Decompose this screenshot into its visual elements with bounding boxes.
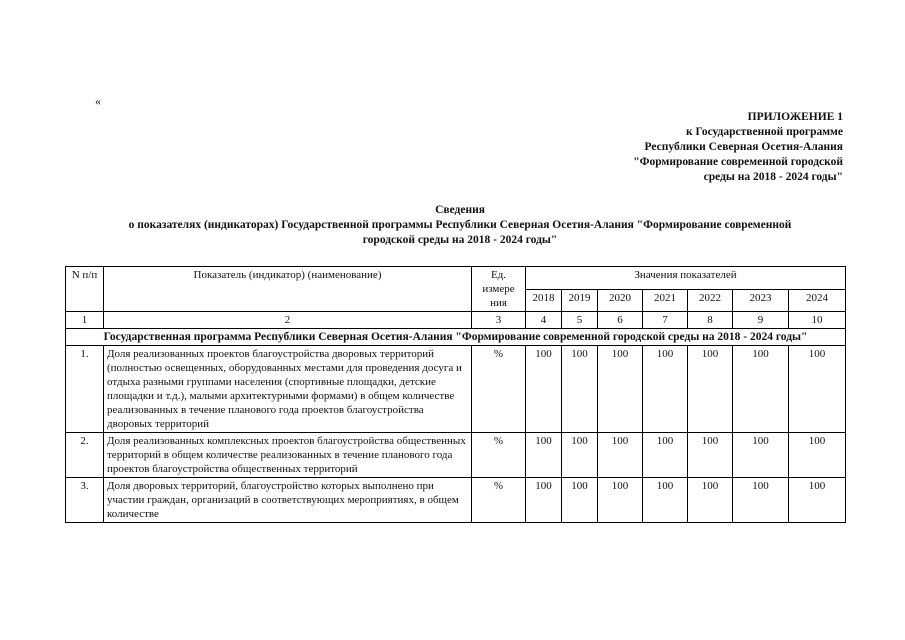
year-cell: 2019: [562, 289, 598, 312]
year-cell: 2022: [688, 289, 733, 312]
indicator-text: Доля дворовых территорий, благоустройство которых выполнено при участии граждан, организаций в соответствующих мероприятиях, в общем количестве: [104, 478, 472, 523]
value-cell: 100: [562, 433, 598, 478]
column-number: 9: [733, 312, 789, 329]
header-num: N п/п: [66, 267, 104, 312]
group-row: [66, 329, 846, 346]
year-cell: 2018: [526, 289, 562, 312]
value-cell: 100: [733, 346, 789, 433]
value-cell: 100: [789, 478, 846, 523]
header-indicator: Показатель (индикатор) (наименование): [104, 267, 472, 312]
value-cell: 100: [526, 478, 562, 523]
indicator-text: Доля реализованных комплексных проектов благоустройства общественных территорий в общем количестве реализованных в течение планового года проектов благоустройства общественных территорий: [104, 433, 472, 478]
quote-mark: «: [95, 94, 101, 108]
row-number: 1.: [66, 346, 104, 433]
column-number: 7: [643, 312, 688, 329]
column-number: 1: [66, 312, 104, 329]
appendix-heading: [483, 110, 843, 185]
value-cell: 100: [688, 433, 733, 478]
value-cell: 100: [733, 478, 789, 523]
document-title: [70, 203, 850, 248]
year-cell: 2023: [733, 289, 789, 312]
value-cell: 100: [598, 478, 643, 523]
value-cell: 100: [526, 433, 562, 478]
group-title: Государственная программа Республики Северная Осетия-Алания "Формирование современной городской среды на 2018 - 2024 годы": [66, 329, 846, 346]
appendix-line-4: "Формирование современной городской: [633, 156, 843, 168]
table-header-row: [66, 267, 846, 290]
value-cell: 100: [733, 433, 789, 478]
unit-cell: %: [472, 478, 526, 523]
value-cell: 100: [789, 433, 846, 478]
row-number: 2.: [66, 433, 104, 478]
column-number: 5: [562, 312, 598, 329]
appendix-line-3: Республики Северная Осетия-Алания: [644, 141, 843, 153]
column-number: 2: [104, 312, 472, 329]
title-line-1: Сведения: [435, 204, 485, 216]
value-cell: 100: [598, 433, 643, 478]
row-number: 3.: [66, 478, 104, 523]
column-number: 6: [598, 312, 643, 329]
value-cell: 100: [643, 478, 688, 523]
value-cell: 100: [562, 346, 598, 433]
header-unit: Ед. измере ния: [472, 267, 526, 312]
table-row: [66, 478, 846, 523]
indicator-text: Доля реализованных проектов благоустройства дворовых территорий (полностью освещенных, оборудованных местами для проведения досуга и отдыха разными группами населения (спортивные площадки, детские площадки и т.д.), малыми архитектурными формами) в общем количестве реализованных в течение планового года проектов благоустройства дворовых территорий: [104, 346, 472, 433]
value-cell: 100: [526, 346, 562, 433]
value-cell: 100: [562, 478, 598, 523]
appendix-line-2: к Государственной программе: [686, 126, 843, 138]
column-number: 3: [472, 312, 526, 329]
table-row: [66, 346, 846, 433]
value-cell: 100: [688, 478, 733, 523]
column-number: 8: [688, 312, 733, 329]
appendix-line-1: ПРИЛОЖЕНИЕ 1: [747, 111, 843, 123]
header-values: Значения показателей: [526, 267, 846, 290]
year-cell: 2020: [598, 289, 643, 312]
value-cell: 100: [643, 433, 688, 478]
value-cell: 100: [789, 346, 846, 433]
value-cell: 100: [598, 346, 643, 433]
unit-cell: %: [472, 346, 526, 433]
table-row: [66, 433, 846, 478]
title-line-3: городской среды на 2018 - 2024 годы": [362, 234, 558, 246]
column-number: 4: [526, 312, 562, 329]
value-cell: 100: [643, 346, 688, 433]
year-cell: 2024: [789, 289, 846, 312]
unit-cell: %: [472, 433, 526, 478]
column-numbers-row: [66, 312, 846, 329]
indicators-table: [65, 266, 846, 523]
title-line-2: о показателях (индикаторах) Государственной программы Республики Северная Осетия-Алания "Формирование современной: [128, 219, 792, 231]
appendix-line-5: среды на 2018 - 2024 годы": [703, 171, 843, 183]
value-cell: 100: [688, 346, 733, 433]
column-number: 10: [789, 312, 846, 329]
year-cell: 2021: [643, 289, 688, 312]
